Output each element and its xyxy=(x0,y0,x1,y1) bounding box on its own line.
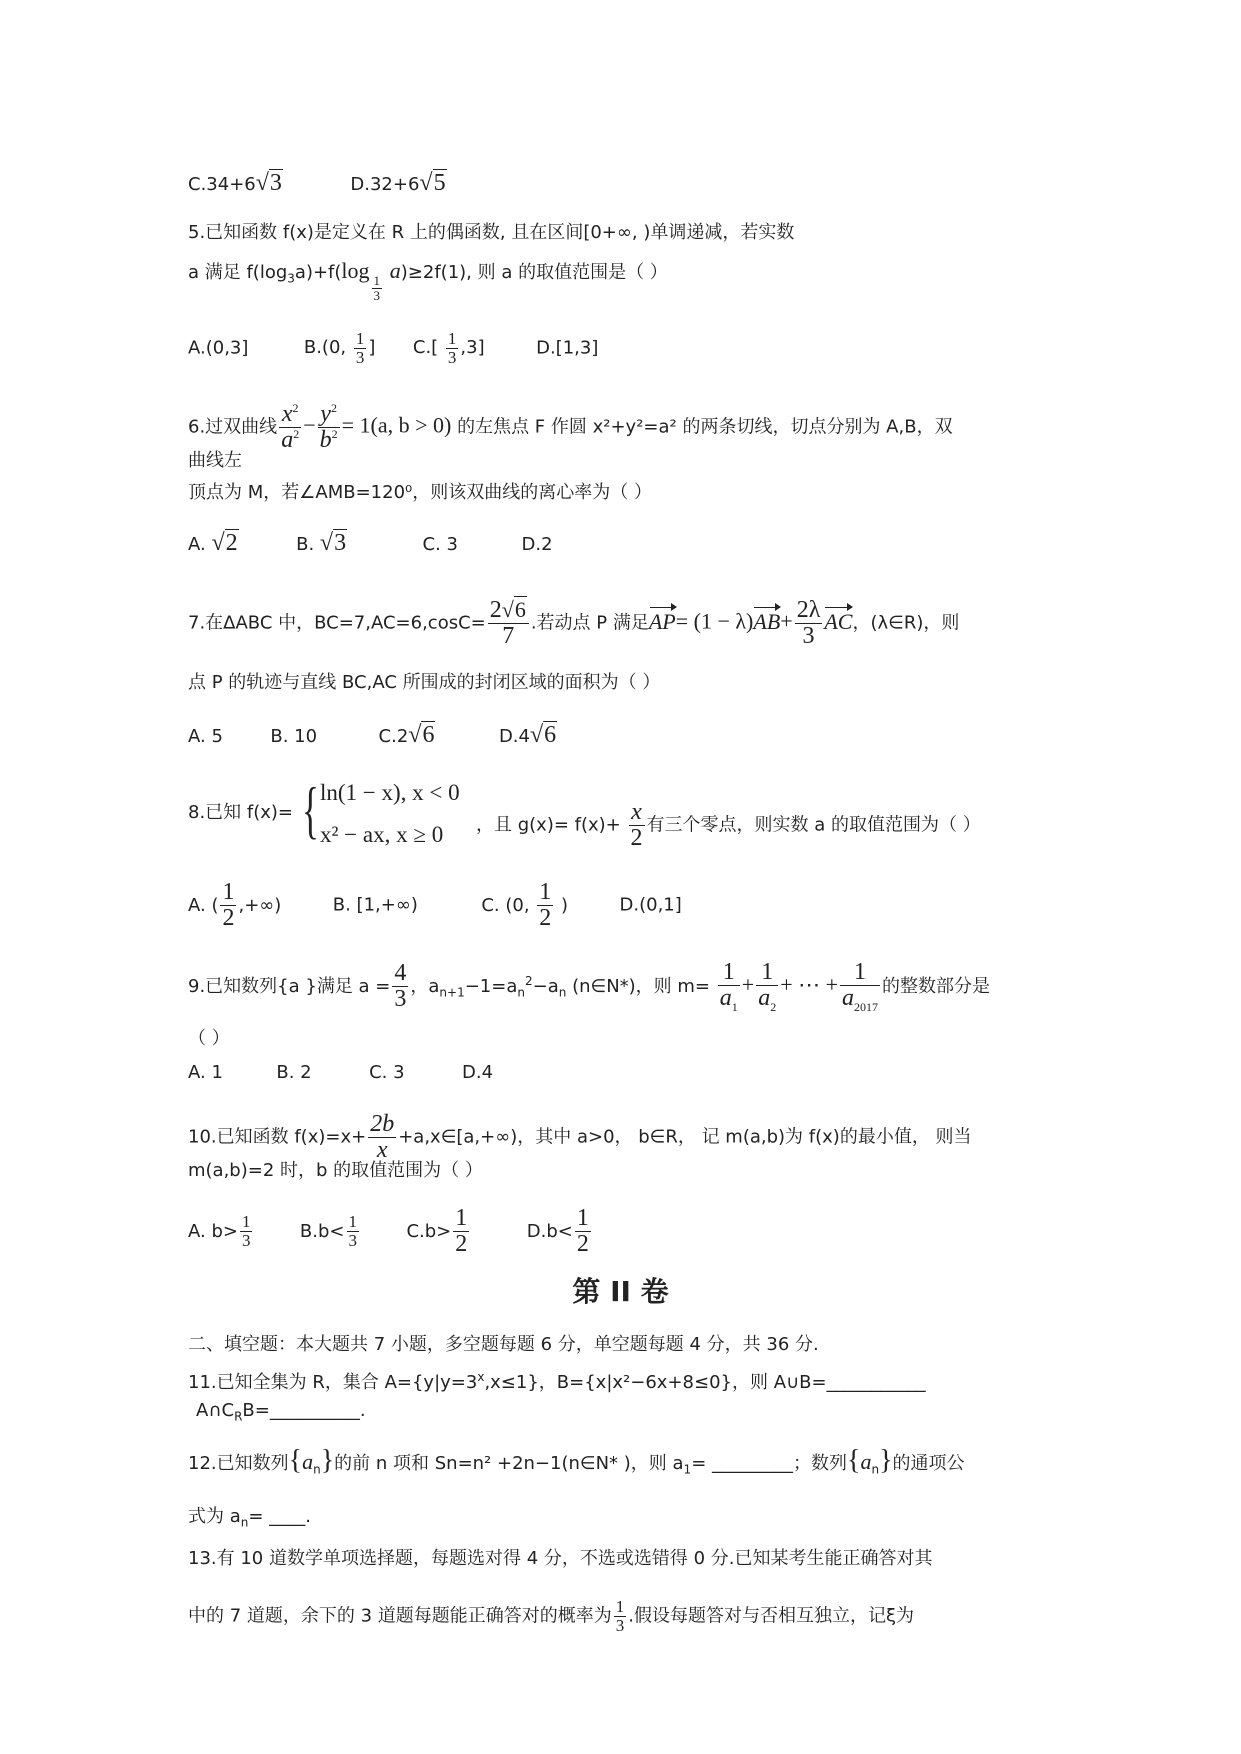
term-2017: $\frac{1}{a_{2017}}$ xyxy=(842,959,879,1014)
q5-option-d: D.[1,3] xyxy=(536,337,599,359)
q8-option-b: B. [1,+∞) xyxy=(332,894,418,916)
q11-line1: 11.已知全集为 R，集合 $A=\{y|y=3^x,x\le 1\}$，B={x|x²−6x+8≤0}，则 A∪B=___________ xyxy=(188,1370,926,1393)
piece-1: ln(1 − x), x < 0 xyxy=(320,780,460,805)
q6-line2: 曲线左 xyxy=(188,450,242,471)
hyperbola-x-term: $\frac{x^2}{a^2}$ xyxy=(281,401,300,454)
q10-option-c: C.b> $\frac{1}{2}$ xyxy=(406,1205,468,1258)
q7-option-b: B. 10 xyxy=(270,726,318,747)
q5-line2: a 满足 $f(\log_3a)+f(\log$ $\frac{1}{3}$ a)≥2f(1), 则 a 的取值范围是（ ） xyxy=(188,258,668,303)
q7-option-a: A. 5 xyxy=(188,726,223,747)
q5-option-b: B.(0, $\frac{1}{3}$ ] xyxy=(303,329,376,367)
q8-options xyxy=(188,880,682,931)
q11-line2: $A\cap C_RB=\_\_\_\_\_\_\_\_\_\_$. xyxy=(196,1400,366,1424)
lambda-fraction: $\frac{2\lambda}{3}$ xyxy=(796,597,821,650)
q10-options xyxy=(188,1206,593,1257)
q5-line1: 5.已知函数 f(x)是定义在 R 上的偶函数, 且在区间[0+∞, )单调递减，若实数 xyxy=(188,222,795,243)
q6-option-b: B. √3 xyxy=(296,530,347,556)
q8-option-d: D.(0,1] xyxy=(619,894,682,916)
q8-line1: ，且 g(x)= f(x)+ $\frac{x}{2}$ 有三个零点，则实数 a 的取值范围为（ ） xyxy=(476,799,981,852)
piece-2: x² − ax, x ≥ 0 xyxy=(320,822,444,847)
q12-blank-1[interactable]: _________ xyxy=(712,1453,793,1474)
log-word: log xyxy=(341,258,370,283)
q7-option-d: D.4√6 xyxy=(498,722,557,748)
q13-line1: 13.有 10 道数学单项选择题，每题选对得 4 分，不选或选错得 0 分.已知某考生能正确答对其 xyxy=(188,1548,933,1569)
q12-blank-2[interactable]: ____. xyxy=(269,1506,311,1527)
q4-options xyxy=(188,170,447,198)
vector-ac: AC xyxy=(824,608,853,634)
q9-line1: 9.已知数列{a }满足 a = $\frac{4}{3}$ ，$a_{n+1}-1=a_n^2-a_n$ (n∈N*)，则 m= $\frac{1}{a_1}$ + $\frac{1}{a_2}$ + ⋯ + $\frac{1}{a_{2017}}$ 的整数部分是 xyxy=(188,959,991,1014)
q8-option-c: C. (0, $\frac{1}{2}$ ) xyxy=(481,879,569,932)
q5-option-a: A.(0,3] xyxy=(188,337,249,359)
section-title: 第 II 卷 xyxy=(572,1275,669,1308)
q8-prefix: 8.已知 f(x)= xyxy=(188,802,294,823)
q10-line1: 10.已知函数 f(x)=x+ $\frac{2b}{x}$ +a,x∈[a,+∞)，其中 a>0， b∈R， 记 m(a,b)为 f(x)的最小值， 则当 xyxy=(188,1111,972,1164)
term-1: $\frac{1}{a_1}$ xyxy=(719,959,738,1014)
sqrt-symbol: √3 xyxy=(255,170,282,196)
q12-line1: 12.已知数列$\{a_n\}$的前 n 项和 Sn=n² +2n−1(n∈N* )，则 $a_1=$ _________；数列$\{a_n\}$的通项公 xyxy=(188,1445,965,1477)
q10-line2: m(a,b)=2 时，b 的取值范围为（ ） xyxy=(188,1160,483,1181)
q10-option-a: A. b> $\frac{1}{3}$ xyxy=(188,1212,251,1251)
seq-brace: { xyxy=(288,1445,303,1476)
q6-options xyxy=(188,530,553,558)
q9-option-a: A. 1 xyxy=(188,1062,223,1083)
log-base: $\frac{1}{3}$ xyxy=(373,273,381,303)
q6-line1: 6.过双曲线 $\frac{x^2}{a^2}$ − $\frac{y^2}{b^2}$ = 1(a, b > 0) 的左焦点 F 作圆 x²+y²=a² 的两条切线，切点分别为 A,B，双 xyxy=(188,401,953,454)
q4-option-c: C.34+6 xyxy=(188,174,256,195)
q12-line2: 式为 $a_n=$ ____. xyxy=(188,1506,311,1530)
q7-line2: 点 P 的轨迹与直线 BC,AC 所围成的封闭区域的面积为（ ） xyxy=(188,672,661,693)
q9-option-c: C. 3 xyxy=(369,1062,405,1083)
q6-option-a: A. √2 xyxy=(188,530,238,556)
q11-blank-2[interactable]: __________. xyxy=(269,1400,366,1421)
q13-line2: 中的 7 道题，余下的 3 道题每题能正确答对的概率为 $\frac{1}{3}$ .假设每题答对与否相互独立，记ξ为 xyxy=(188,1597,915,1635)
sqrt-symbol: √5 xyxy=(419,170,446,196)
q9-option-d: D.4 xyxy=(462,1062,494,1083)
q4-option-d: D.32+6 xyxy=(350,174,420,195)
q11-blank-1[interactable]: ___________ xyxy=(826,1372,926,1393)
q6-option-c: C. 3 xyxy=(422,534,459,555)
q10-option-d: D.b< $\frac{1}{2}$ xyxy=(526,1205,589,1258)
q9-paren: （ ） xyxy=(188,1028,230,1049)
piecewise-brace: { xyxy=(302,774,319,845)
q9-options xyxy=(188,1060,493,1086)
q5-option-c: C.[ $\frac{1}{3}$ ,3] xyxy=(412,329,485,367)
vector-ab: AB xyxy=(753,608,781,634)
q7-options xyxy=(188,722,557,750)
q6-line3: 顶点为 M，若∠AMB=120⁰，则该双曲线的离心率为（ ） xyxy=(188,482,652,503)
q7-option-c: C.2√6 xyxy=(378,722,435,748)
q8-option-a: A. ( $\frac{1}{2}$ ,+∞) xyxy=(188,879,282,932)
q9-option-b: B. 2 xyxy=(276,1062,312,1083)
cos-fraction: $\frac{2√6}{7}$ xyxy=(488,598,529,649)
vector-ap: AP xyxy=(648,608,676,634)
q6-option-d: D.2 xyxy=(521,534,553,555)
q5-options xyxy=(188,330,598,367)
term-2: $\frac{1}{a_2}$ xyxy=(758,959,777,1014)
q7-line1: 7.在ΔABC 中，BC=7,AC=6,cosC= $\frac{2√6}{7}$ .若动点 P 满足AP= (1 − λ)AB+ $\frac{2\lambda}{3}$ AC，(λ∈R)，则 xyxy=(188,597,960,650)
part2-intro: 二、填空题：本大题共 7 小题，多空题每题 6 分，单空题每题 4 分，共 36 分. xyxy=(188,1334,819,1355)
q10-option-b: B.b< $\frac{1}{3}$ xyxy=(299,1212,357,1251)
hyperbola-y-term: $\frac{y^2}{b^2}$ xyxy=(319,401,338,454)
